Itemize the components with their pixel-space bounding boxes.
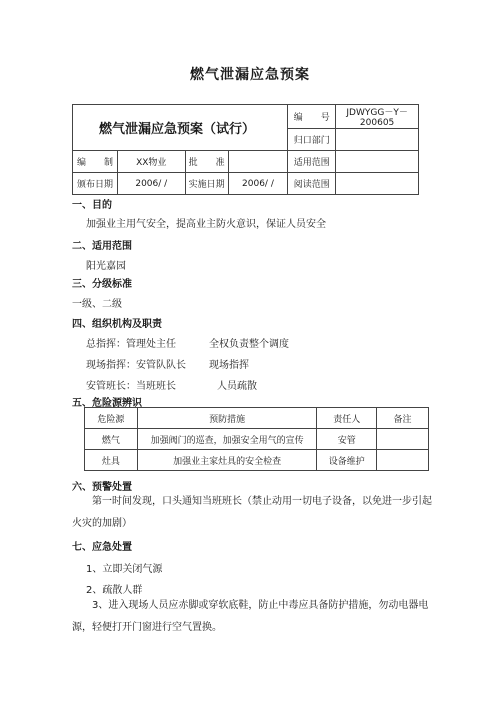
page-title: 燃气泄漏应急预案 xyxy=(190,67,310,83)
hazard-header-measures: 预防措施 xyxy=(137,408,316,429)
read-label: 阅读范围 xyxy=(288,173,336,195)
compile-value: XX物业 xyxy=(117,151,185,173)
org-duty-field-commander: 现场指挥 xyxy=(209,360,249,371)
hazard-table-header xyxy=(85,408,429,429)
hazard-header-notes: 备注 xyxy=(377,408,429,429)
org-role-commander: 总指挥：管理处主任 xyxy=(86,339,176,350)
dept-label: 归口部门 xyxy=(288,129,336,151)
org-role-security-lead: 安管班长：当班班长 xyxy=(86,381,176,392)
document-info-grid xyxy=(72,104,419,195)
section-scope-text: 阳光嘉园 xyxy=(86,261,126,272)
section-response-heading: 七、应急处置 xyxy=(72,542,132,553)
plan-title-cell: 燃气泄漏应急预案（试行） xyxy=(73,105,288,151)
section-grading-text: 一级、二级 xyxy=(72,299,122,310)
impl-label: 实施日期 xyxy=(185,173,228,195)
hazard-header-source: 危险源 xyxy=(85,408,138,429)
section-purpose-text: 加强业主用气安全，提高业主防火意识，保证人员安全 xyxy=(86,219,326,230)
hazard-header-owner: 责任人 xyxy=(317,408,377,429)
section-warning-text: 第一时间发现，口头通知当班班长（禁止动用一切电子设备，以免进一步引起火灾的加剧） xyxy=(72,496,432,529)
compile-label: 编 制 xyxy=(73,151,118,173)
read-value xyxy=(336,173,419,195)
org-role-field-commander: 现场指挥：安管队队长 xyxy=(86,360,186,371)
hazard-measure: 加强阀门的巡查，加强安全用气的宣传 xyxy=(137,429,316,450)
approve-value xyxy=(228,151,288,173)
table-row xyxy=(85,429,429,450)
hazard-source: 燃气 xyxy=(85,429,138,450)
hazard-owner: 安管 xyxy=(317,429,377,450)
impl-value: 2006/ / xyxy=(228,173,288,195)
hazard-table xyxy=(84,407,429,471)
org-duty-security-lead: 人员疏散 xyxy=(217,381,257,392)
approve-label: 批 准 xyxy=(185,151,228,173)
response-item-3: 3、进入现场人员应赤脚或穿软底鞋，防止中毒应具备防护措施，勿动电器电源，轻便打开门窗进行空气置换。 xyxy=(72,600,429,633)
hazard-note xyxy=(377,429,429,450)
hazard-measure: 加强业主家灶具的安全检查 xyxy=(137,450,316,471)
table-row xyxy=(85,450,429,471)
code-value: JDWYGG－Y－200605 xyxy=(336,105,419,129)
hazard-note xyxy=(377,450,429,471)
section-hazard-heading: 五、危险源辨识 xyxy=(72,398,142,409)
section-grading-heading: 三、分级标准 xyxy=(72,279,132,290)
hazard-owner: 设备维护 xyxy=(317,450,377,471)
scope-value xyxy=(336,151,419,173)
dept-value xyxy=(336,129,419,151)
scope-label: 适用范围 xyxy=(288,151,336,173)
issue-label: 颁布日期 xyxy=(73,173,118,195)
section-organization-heading: 四、组织机构及职责 xyxy=(72,319,162,330)
org-duty-commander: 全权负责整个调度 xyxy=(209,339,289,350)
code-label: 编 号 xyxy=(288,105,336,129)
section-warning-heading: 六、预警处置 xyxy=(72,482,132,493)
response-item-1: 1、立即关闭气源 xyxy=(86,564,163,575)
section-scope-heading: 二、适用范围 xyxy=(72,241,132,252)
hazard-source: 灶具 xyxy=(85,450,138,471)
issue-value: 2006/ / xyxy=(117,173,185,195)
section-purpose-heading: 一、目的 xyxy=(72,200,112,211)
response-item-2: 2、疏散人群 xyxy=(86,585,143,596)
